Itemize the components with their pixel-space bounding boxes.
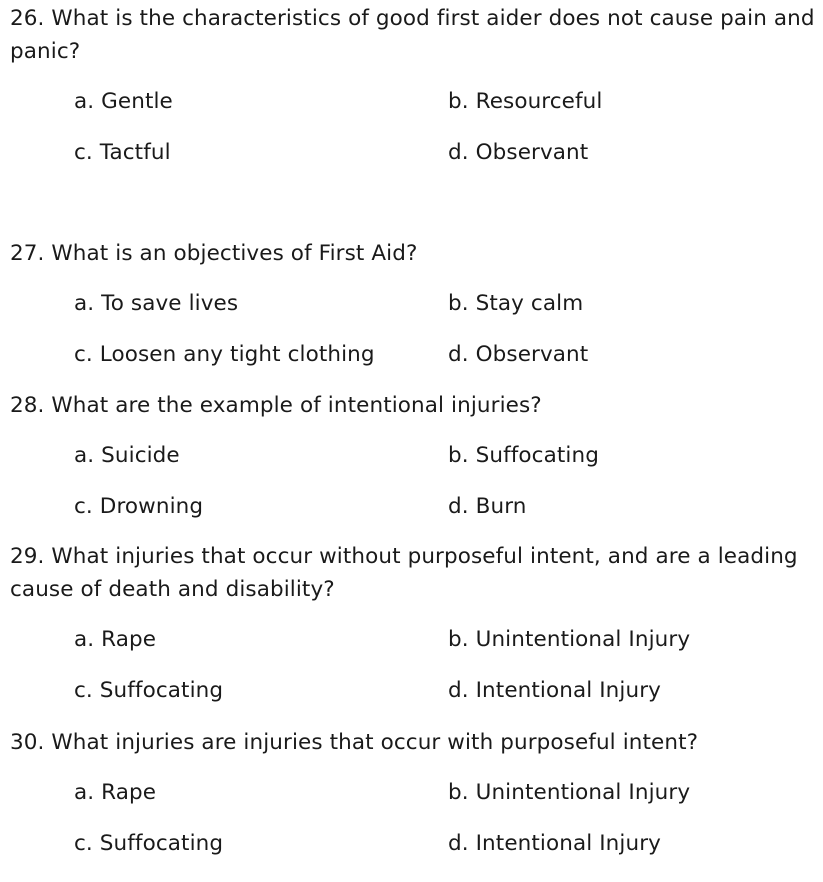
options-grid	[10, 291, 820, 393]
option-a: a. To save lives	[74, 291, 239, 316]
option-b: b. Suffocating	[448, 443, 599, 468]
option-b: b. Unintentional Injury	[448, 627, 691, 652]
option-b: b. Unintentional Injury	[448, 780, 691, 805]
option-b: b. Resourceful	[448, 89, 603, 114]
option-d: d. Intentional Injury	[448, 831, 661, 856]
options-grid	[10, 89, 820, 191]
question-stem: 30. What injuries are injuries that occur with purposeful intent?	[10, 730, 699, 755]
question-stem: 29. What injuries that occur without purposeful intent, and are a leading cause of death and disability?	[10, 544, 798, 602]
option-d: d. Observant	[448, 140, 589, 165]
option-c: c. Suffocating	[74, 831, 224, 856]
question-stem: 28. What are the example of intentional injuries?	[10, 393, 542, 418]
option-c: c. Suffocating	[74, 678, 224, 703]
option-c: c. Loosen any tight clothing	[74, 342, 375, 367]
question-stem: 26. What is the characteristics of good first aider does not cause pain and panic?	[10, 6, 815, 64]
option-d: d. Observant	[448, 342, 589, 367]
options-grid	[10, 627, 820, 729]
option-a: a. Suicide	[74, 443, 180, 468]
option-b: b. Stay calm	[448, 291, 584, 316]
option-d: d. Intentional Injury	[448, 678, 661, 703]
options-grid	[10, 780, 820, 882]
question-30	[10, 726, 820, 882]
question-27	[10, 237, 820, 393]
option-a: a. Rape	[74, 627, 157, 652]
question-29	[10, 540, 820, 729]
question-stem: 27. What is an objectives of First Aid?	[10, 241, 418, 266]
option-c: c. Drowning	[74, 494, 204, 519]
question-28	[10, 389, 820, 545]
options-grid	[10, 443, 820, 545]
option-d: d. Burn	[448, 494, 527, 519]
option-a: a. Rape	[74, 780, 157, 805]
option-c: c. Tactful	[74, 140, 171, 165]
question-26	[10, 2, 820, 191]
option-a: a. Gentle	[74, 89, 173, 114]
